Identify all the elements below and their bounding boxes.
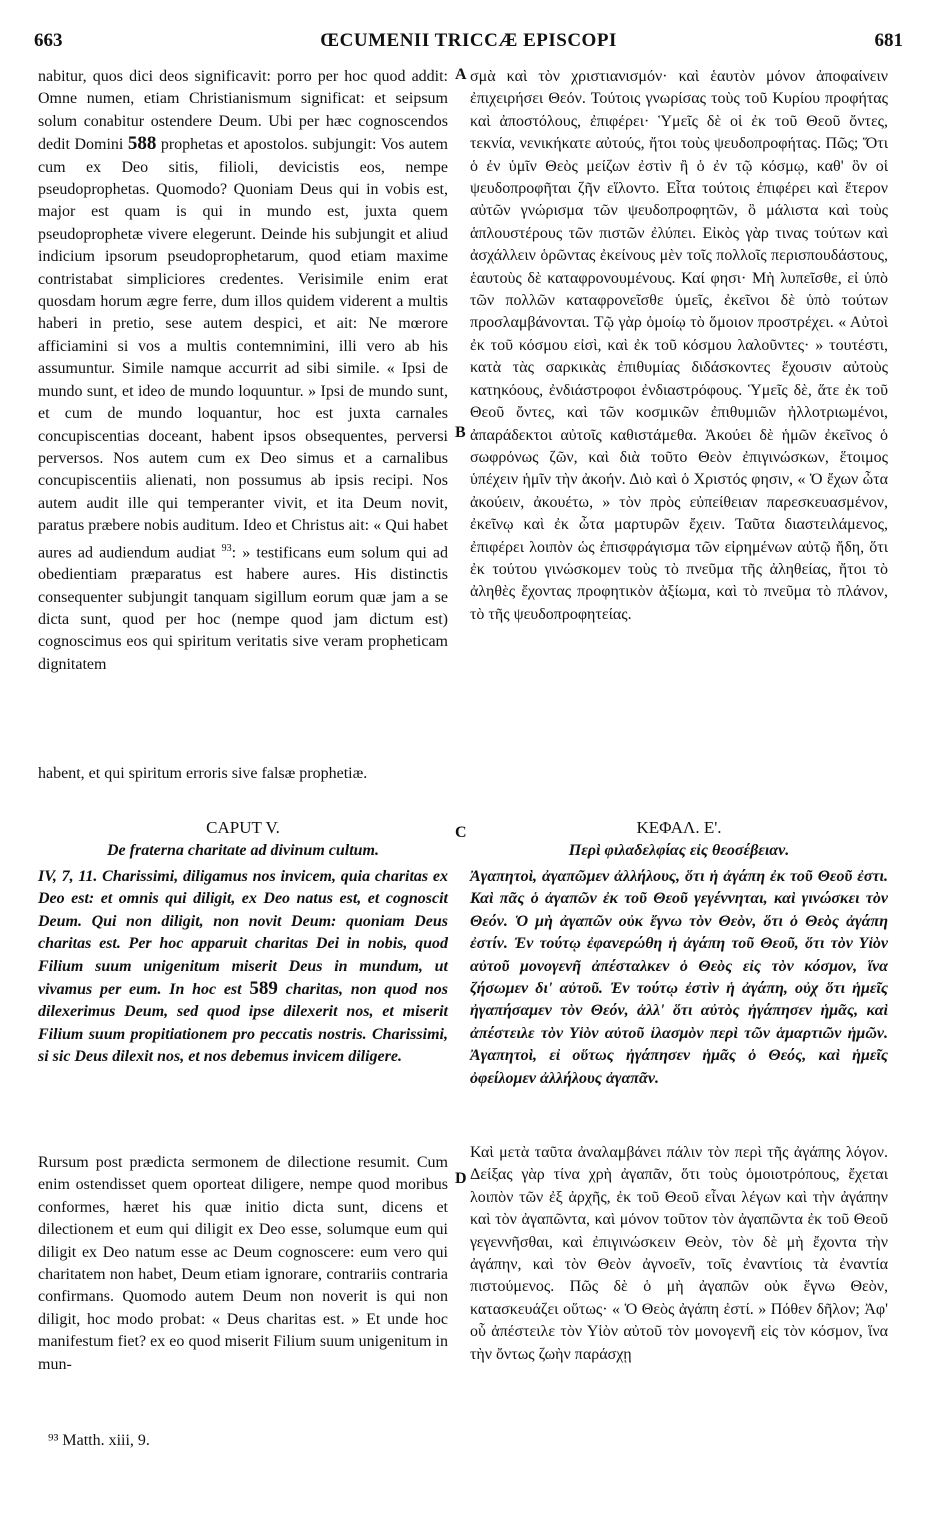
chapter-subheading-latin: De fraterna charitate ad divinum cultum. [106, 842, 379, 859]
latin-paragraph-2: Rursum post prædicta sermonem de dilectione resumit. Cum enim ostendisset quem oporteat diligere, nempe quod moribus conformes, hæret his quæ initio dicta sunt, dicens et dilectionem et eum qui diligit ex Deo esse, solumque eum qui diligit ex Deo natum esse ac Deum cognoscere: eum vero qui charitatem non habet, Deum etiam ignorare, contrariis contraria confirmans. Quomodo autem Deum non noverit is qui non diligit, hoc modo probat: « Deus charitas est. » Et unde hoc manifestum fiet? ex eo quod miserit Filium suum unigenitum in mun- [38, 1154, 448, 1373]
greek-paragraph-1: σμὰ καὶ τὸν χριστιανισμόν· καὶ ἑαυτὸν μόνον ἀποφαίνειν ἐπιχειρήσει Θεόν. Τούτοις γνωρίσας τοὺς τοῦ Κυρίου προφήτας καὶ ἀποστόλους, ἐπιφέρει· Ὑμεῖς δὲ οἱ ἐκ τοῦ Θεοῦ ὄντες, τεκνία, νενικήκατε αὐτούς, ἤτοι τοὺς ψευδοπροφήτας. Πῶς; Ὅτι ὁ ἐν ὑμῖν Θεὸς μείζων ἐστὶν ἢ ὁ ἐν τῷ κόσμῳ, καθ' ὃν οἱ ψευδοπροφῆται ζῆν εἵλοντο. Εἶτα τούτοις ἐπιφέρει καὶ ἕτερον αὐτῶν γνώρισμα τῶν ψευδοπροφητῶν, ὃ μάλιστα καὶ τοὺς ἁπλουστέρους τῶν πιστῶν ἐλύπει. Εἰκὸς γὰρ τινας τούτων καὶ ἀσχάλλειν ὁρῶντας ἐκείνους μὲν τοῖς πολλοῖς περισπουδάστους, ἑαυτοὺς δὲ καταφρονουμένους. Καί φησι· Μὴ λυπεῖσθε, εἰ ὑπὸ τῶν πολλῶν καταφρονεῖσθε ὑμεῖς, ἐκεῖνοι δὲ ὑπὸ τούτων προσλαμβάνονται. Τῷ γὰρ ὁμοίῳ τὸ ὅμοιον προστρέχει. « Αὐτοὶ ἐκ τοῦ κόσμου εἰσὶ, καὶ ἐκ τοῦ κόσμου λαλοῦντες· » τουτέστι, κατὰ τὰς σαρκικὰς ἐπιθυμίας διδάσκοντες ἔχουσιν αὐτοὺς κατηκόους, ἐνδιάστροφοι ἐνδιαστρόφους. Ὑμεῖς δὲ, ἅτε ἐκ τοῦ Θεοῦ ὄντες, καὶ τῶν κοσμικῶν ἐπιθυμιῶν ἠλλοτριωμένοι, ἀπαράδεκτοι αὐτοῖς καθιστάμεθα. Ἀκούει δὲ ἡμῶν ἐκεῖνος ὁ σωφρόνως ζῶν, καὶ διὰ τοῦτο Θεὸν ἐπιγινώσκων, ἕτοιμος ὑπέχειν ἡμῖν τὴν ἀκοήν. Διὸ καὶ ὁ Χριστός φησιν, « Ὁ ἔχων ὦτα ἀκούειν, ἀκουέτω, » τὸν πρὸς εὐπείθειαν παρεσκευασμένον, ἐκεῖνῳ καὶ ἐκ ὦτα μαρτυρῶν ἔχειν. Ταῦτα διαστειλάμενος, ἐπιφέρει λοιπὸν ὡς ἐπισφράγισμα τῶν εἰρημένων αὐτῷ ἤδη, ὅτι ἐκ τούτου γινώσκομεν τοὺς τὸ πνεῦμα τῆς ἀληθείας, ἤτοι τὸ ἀληθὲς ἔχοντας προφητικὸν ἀξίωμα, καὶ τὸ πνεῦμα τὸ πλάνον, τὸ τῆς ψευδοπροφητείας. [470, 68, 888, 623]
greek-column-top [470, 66, 888, 626]
page-title: ŒCUMENII TRICCÆ EPISCOPI [320, 30, 617, 51]
scripture-greek: Ἀγαπητοὶ, ἀγαπῶμεν ἀλλήλους, ὅτι ἡ ἀγάπη ἐκ τοῦ Θεοῦ ἐστι. Καὶ πᾶς ὁ ἀγαπῶν ἐκ τοῦ Θεοῦ γεγέννηται, καὶ γινώσκει τὸν Θεόν. Ὁ μὴ ἀγαπῶν οὐκ ἔγνω τὸν Θεὸν, ὅτι ὁ Θεὸς ἀγάπη ἐστίν. Ἐν τούτῳ ἐφανερώθη ἡ ἀγάπη τοῦ Θεοῦ, ὅτι τὸν Υἱὸν αὐτοῦ μονογενῆ ἀπέσταλκεν ὁ Θεὸς εἰς τὸν κόσμον, ἵνα ζήσωμεν δι' αὐτοῦ. Ἐν τούτῳ ἐστὶν ἡ ἀγάπη, οὐχ ὅτι ἡμεῖς ἠγαπήσαμεν τὸν Θεόν, ἀλλ' ὅτι αὐτὸς ἠγάπησεν ἡμᾶς, καὶ ἀπέστειλε τὸν Υἱὸν αὐτοῦ ἱλασμὸν περὶ τῶν ἁμαρτιῶν ἡμῶν. Ἀγαπητοὶ, εἰ οὕτως ἠγάπησεν ἡμᾶς ὁ Θεός, καὶ ἡμεῖς ὀφείλομεν ἀλλήλους ἀγαπᾶν. [470, 868, 888, 1087]
margin-marker-c: C [455, 824, 467, 841]
latin-text-c: : » testificans eum solum qui ad obedientiam præparatus est habere aures. His distinctis consequenter subjungit tanquam sigillum eorum quæ jam a se dicta sunt, quod per hoc (nempe quod jam dictum est) cognoscimus eos qui spiritum veritatis sive veram propheticam dignitatem [38, 543, 449, 673]
margin-marker-d: D [455, 1170, 467, 1187]
latin-column-bottom [38, 1152, 448, 1376]
margin-marker-a: A [455, 66, 467, 83]
scripture-latin [38, 866, 448, 1069]
inline-page-number-588: 588 [127, 133, 157, 155]
footnote-reference: 93 [221, 542, 232, 554]
scripture-latin-b: charitas, non quod nos dilexerimus Deum, sed quod ipse dilexerit nos, et miserit Filium suum propitiationem pro peccatis nostris. Charissimi, si sic Deus dilexit nos, et nos debemus invicem diligere. [38, 981, 449, 1066]
margin-marker-b: B [455, 424, 466, 441]
page-number-left: 663 [34, 30, 63, 51]
latin-text-a: nabitur, quos dici deos significavit: porro per hoc quod addit: Omne numen, etiam Christianismum significat: et seipsum solum conabitur ostendere Deum. Ubi per hæc cognoscendos dedit Domini [38, 68, 448, 154]
latin-column-top [38, 66, 448, 676]
latin-continuation [38, 763, 888, 785]
running-head [34, 30, 903, 54]
chapter-heading-greek: ΚΕΦΑΛ. Ε'. [636, 818, 722, 837]
chapter-subheading-greek: Περὶ φιλαδελφίας εἰς θεοσέβειαν. [568, 842, 790, 859]
scripture-latin-a: IV, 7, 11. Charissimi, diligamus nos invicem, quia charitas ex Deo est: et omnis qui diligit, ex Deo natus est, et cognoscit Deum. Qui non diligit, non novit Deum: quoniam Deus charitas est. Per hoc apparuit charitas Dei in nobis, quod Filium suum unigenitum miserit Deus in mundum, ut vivamus per eum. In hoc est [38, 868, 448, 999]
chapter-heading-latin: CAPUT V. [206, 818, 280, 837]
latin-paragraph-1 [38, 66, 448, 676]
greek-column-bottom [470, 1142, 888, 1366]
latin-text-d: habent, et qui spiritum erroris sive falsæ prophetiæ. [38, 765, 368, 782]
footnote: ⁹³ Matth. xiii, 9. [48, 1432, 150, 1449]
latin-text-b: prophetas et apostolos. subjungit: Vos autem cum ex Deo sitis, filioli, devicistis eos, nempe pseudoprophetas. Quomodo? Quoniam Deus qui in vobis est, major est quam is qui in mundo est, juxta quem pseudoprophetæ vivere elegerunt. Deinde his subjungit et aliud indicium ipsorum pseudoprophetarum, quod etiam maxime contristabat simpliciores credentes. Verisimile enim erat quosdam horum ægre ferre, dum illos quidem viderent a multis haberi in pretio, sese autem despici, et ait: Ne mœrore afficiamini si vos a multis contemnimini, illi vero ab his assumuntur. Simile namque accurrit ad sibi simile. « Ipsi de mundo sunt, et ideo de mundo loquuntur. » Ipsi de mundo sunt, et cum de mundo loquantur, hoc est juxta carnales concupiscentias doceant, habent ipsos obsequentes, perversi perversos. Nos autem cum ex Deo simus et a carnalibus concupiscentiis alienati, non possumus ab ipsis recipi. Nos autem audit ille qui temperanter vivit, et ita Deum novit, paratus præbere nobis auditum. Ideo et Christus ait: « Qui habet aures ad audiendum audiat [38, 136, 448, 561]
greek-paragraph-2: Καὶ μετὰ ταῦτα ἀναλαμβάνει πάλιν τὸν περὶ τῆς ἀγάπης λόγον. Δείξας γὰρ τίνα χρὴ ἀγαπᾶν, ὅτι τοὺς ὁμοιοτρόπους, ἔχεται λοιπὸν τῶν ἐξ ἀρχῆς, ἐκ τοῦ Θεοῦ εἶναι λέγων καὶ τὴν ἀγάπην καὶ τὸν ἀγαπῶντα, καὶ μόνον τοῦτον τὸν ἀγαπῶντα ἐκ τοῦ Θεοῦ γεγεννῆσθαι, καὶ ἐπιγινώσκειν Θεὸν, τὸν δὲ μὴ ἔχοντα τὴν ἀγάπην, καὶ τὸν Θεὸν ἀγνοεῖν, τοῖς ἐναντίοις τὰ ἐναντία πιστούμενος. Πῶς δὲ ὁ μὴ ἀγαπῶν οὐκ ἔγνω Θεὸν, κατασκευάζει οὕτως· « Ὁ Θεὸς ἀγάπη ἐστί. » Πόθεν δῆλον; Ἀφ' οὗ ἀπέστειλε τὸν Υἱὸν αὐτοῦ τὸν μονογενῆ εἰς τὸν κόσμον, ἵνα τὴν ὄντως ζωὴν παράσχῃ [470, 1144, 888, 1363]
page-number-right: 681 [874, 30, 903, 51]
inline-page-number-589: 589 [249, 978, 278, 1000]
